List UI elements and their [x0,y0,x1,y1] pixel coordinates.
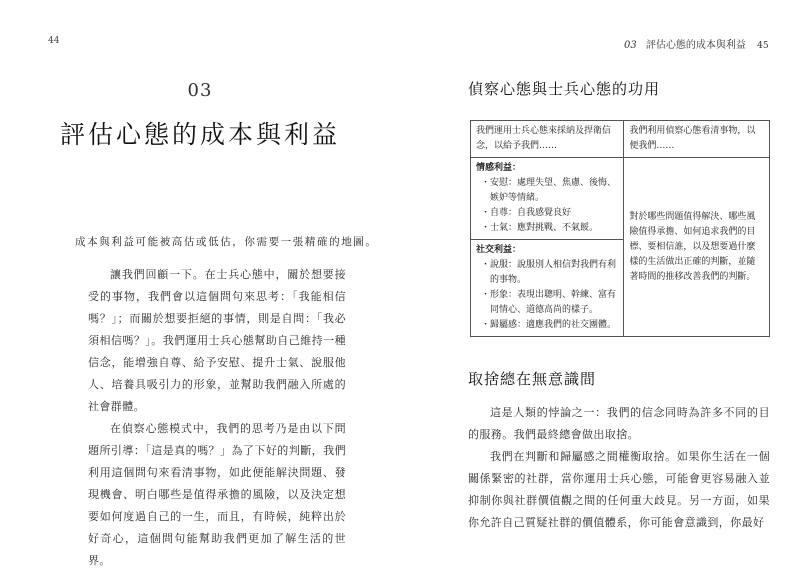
page-number-right: 45 [757,41,769,51]
page-number-left: 44 [48,36,60,46]
social-benefits-group [471,240,623,336]
epigraph: 成本與利益可能被高估或低估，你需要一張精確的地圖。 [75,236,378,248]
left-body-text [88,264,346,572]
soldier-benefits-cell [471,158,624,337]
paragraph: 在偵察心態模式中，我們的思考乃是由以下問題所引導：「這是真的嗎？」為了下好的判斷，我們利用這個問句來看清事物，如此便能解決問題、發現機會、明白哪些是值得承擔的風險，以及決定想要如何度過自己的一生，而且，有時候，純粹出於好奇心，這個問句能幫助我們更加了解生活的世界。 [88,422,346,567]
emotional-benefits-group [471,158,623,240]
running-head [624,36,769,51]
emotional-benefits-title: 情感利益： [476,163,522,173]
comparison-table [470,120,770,337]
list-item: ・說服：說服別人相信對我們有利的事物。 [481,260,617,285]
section-heading-functions: 偵察心態與士兵心態的功用 [468,80,661,98]
list-item: ・士氣：應對挑戰、不氣餒。 [481,223,599,233]
chapter-title: 評估心態的成本與利益 [59,120,340,149]
paragraph: 這是人類的悖論之一：我們的信念同時為許多不同的目的服務。我們最終總會做出取捨。 [468,406,770,441]
social-benefits-title: 社交利益： [476,245,522,255]
paragraph: 讓我們回顧一下。在士兵心態中，關於想要接受的事物，我們會以這個問句來思考：「我能相信嗎？」；而關於想要拒絕的事情，則是自問：「我必須相信嗎？」。我們運用士兵心態幫助自己維持一種信念，能增強自尊、給予安慰、提升士氣、說服他人、培養具吸引力的形象，並幫助我們融入所處的社會群體。 [88,268,346,413]
list-item: ・安慰：處理失望、焦慮、後悔、嫉妒等情緒。 [481,178,617,203]
running-head-title: 評估心態的成本與利益 [645,40,746,51]
list-item: ・形象：表現出聰明、幹練、富有同情心、道德高尚的樣子。 [481,290,617,315]
scout-benefits-cell: 對於哪些問題值得解決、哪些風險值得承擔、如何追求我們的目標、要相信誰，以及想要過什麼樣的生活做出正確的判斷，並隨著時間的推移改善我們的判斷。 [624,158,770,337]
section-heading-tradeoffs: 取捨總在無意識間 [468,370,597,388]
table-header-soldier: 我們運用士兵心態來採納及捍衛信念，以給予我們…… [471,121,624,158]
running-head-chapter: 03 [624,40,637,51]
right-body-text [468,402,770,534]
list-item: ・自尊：自我感覺良好 [481,208,572,218]
table-header-row [471,121,770,158]
paragraph: 我們在判斷和歸屬感之間權衡取捨。如果你生活在一個關係緊密的社群，當你運用士兵心態，可能會更容易融入並抑制你與社群價值觀之間的任何重大歧見。另一方面，如果你允許自己質疑社群的價值體系，你可能會意識到，你最好 [468,450,770,529]
list-item: ・歸屬感：適應我們的社交團體。 [481,320,617,330]
table-row [471,158,770,337]
table-header-scout: 我們利用偵察心態看清事物，以便我們…… [624,121,770,158]
left-page [0,0,400,568]
chapter-number: 03 [187,80,213,101]
